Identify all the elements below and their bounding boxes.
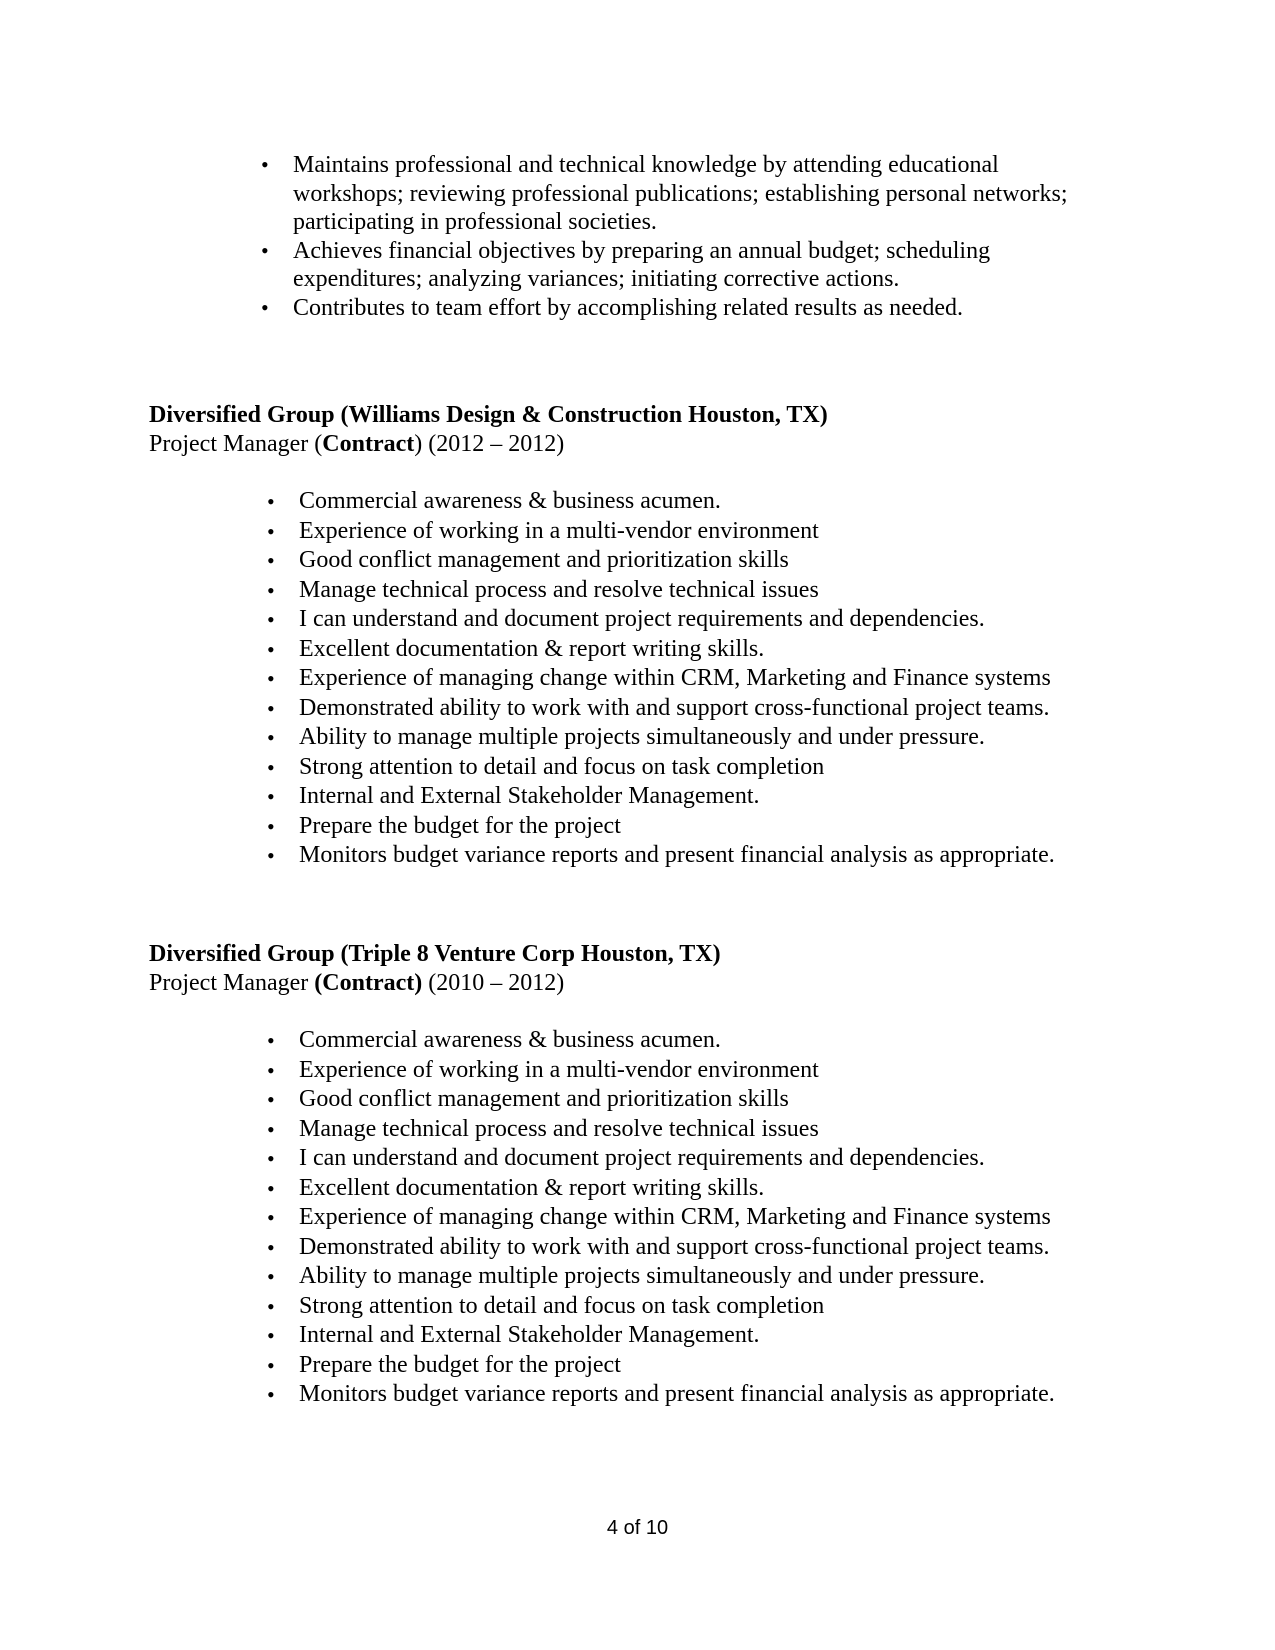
list-item-text: Demonstrated ability to work with and support cross-functional project teams. [299, 694, 1050, 721]
list-item-text: Experience of working in a multi-vendor environment [299, 1056, 819, 1083]
list-item [267, 576, 1119, 606]
bullet-icon: • [267, 548, 275, 573]
bullet-icon: • [267, 1264, 275, 1289]
list-item [267, 782, 1119, 812]
list-item-text: Monitors budget variance reports and present financial analysis as appropriate. [299, 842, 1055, 868]
bullet-icon: • [267, 1323, 275, 1348]
list-item-text: Excellent documentation & report writing skills. [299, 1174, 765, 1201]
job-title [149, 969, 1149, 998]
bullet-icon: • [267, 843, 275, 868]
bullet-icon: • [267, 1382, 275, 1407]
list-item [261, 237, 1113, 294]
list-item-text: Demonstrated ability to work with and support cross-functional project teams. [299, 1233, 1050, 1260]
job-title [149, 430, 1149, 459]
list-item-text: Commercial awareness & business acumen. [299, 1027, 721, 1053]
bullet-icon: • [267, 666, 275, 691]
list-item-text: Excellent documentation & report writing skills. [299, 635, 765, 662]
bullet-icon: • [267, 1205, 275, 1230]
list-item [267, 1144, 1119, 1174]
list-item [267, 1085, 1119, 1115]
bullet-icon: • [267, 1057, 275, 1083]
list-item-text: I can understand and document project requirements and dependencies. [299, 606, 985, 632]
list-item-text: Monitors budget variance reports and present financial analysis as appropriate. [299, 1381, 1055, 1407]
bullet-icon: • [267, 1028, 275, 1053]
bullet-icon: • [261, 152, 269, 177]
list-item [267, 1380, 1119, 1410]
job-header [149, 401, 1149, 459]
list-item [267, 812, 1119, 842]
list-item-text: Good conflict management and prioritization skills [299, 547, 789, 573]
list-item-text: Ability to manage multiple projects simultaneously and under pressure. [299, 724, 985, 750]
page-number: 4 of 10 [606, 1517, 669, 1539]
list-item [267, 1233, 1119, 1263]
list-item-text: Experience of managing change within CRM, Marketing and Finance systems [299, 665, 1051, 691]
bullet-icon: • [261, 294, 269, 320]
job-title-prefix: Project Manager ( [149, 431, 323, 457]
list-item [267, 664, 1119, 694]
list-item [267, 694, 1119, 724]
list-item-text: Good conflict management and prioritization skills [299, 1086, 789, 1112]
job-contract-type: Contract [322, 431, 415, 457]
list-item-text: I can understand and document project requirements and dependencies. [299, 1145, 985, 1171]
list-item-text: Experience of managing change within CRM, Marketing and Finance systems [299, 1204, 1051, 1230]
list-item-text: Prepare the budget for the project [299, 812, 621, 839]
bullet-icon: • [267, 813, 275, 839]
list-item [267, 753, 1119, 783]
list-item-text: Internal and External Stakeholder Management. [299, 1322, 760, 1348]
list-item [267, 517, 1119, 547]
responsibilities-list [261, 151, 1113, 322]
bullet-icon: • [267, 489, 275, 514]
bullet-icon: • [267, 784, 275, 809]
list-item [267, 1292, 1119, 1322]
list-item [267, 1115, 1119, 1145]
bullet-icon: • [267, 1293, 275, 1319]
list-item-text: Ability to manage multiple projects simultaneously and under pressure. [299, 1263, 985, 1289]
bullet-icon: • [261, 237, 269, 263]
list-item [267, 1262, 1119, 1292]
bullet-icon: • [267, 1116, 275, 1142]
bullet-icon: • [267, 607, 275, 632]
list-item-text: Manage technical process and resolve technical issues [299, 1115, 819, 1142]
list-item-text: Maintains professional and technical knowledge by attending educational workshops; reviewing professional publications; establishing personal networks; participating in professional societies. [293, 152, 1068, 235]
list-item [267, 723, 1119, 753]
job-skills-list [267, 1026, 1119, 1410]
bullet-icon: • [267, 1352, 275, 1378]
list-item [267, 1351, 1119, 1381]
job-header [149, 940, 1149, 998]
list-item [267, 1056, 1119, 1086]
bullet-icon: • [267, 1175, 275, 1201]
job-contract-type: (Contract) [314, 970, 423, 996]
list-item [267, 1203, 1119, 1233]
job-dates: (2010 – 2012) [422, 970, 565, 996]
bullet-icon: • [267, 636, 275, 662]
list-item-text: Achieves financial objectives by preparing an annual budget; scheduling expenditures; analyzing variances; initiating corrective actions. [293, 237, 991, 292]
list-item-text: Contributes to team effort by accomplishing related results as needed. [293, 294, 964, 321]
list-item [267, 841, 1119, 871]
job-company: Diversified Group (Williams Design & Construction Houston, TX) [149, 402, 828, 428]
list-item [267, 487, 1119, 517]
list-item [267, 635, 1119, 665]
bullet-icon: • [267, 754, 275, 780]
list-item-text: Commercial awareness & business acumen. [299, 488, 721, 514]
job-skills-list [267, 487, 1119, 871]
list-item-text: Manage technical process and resolve technical issues [299, 576, 819, 603]
bullet-icon: • [267, 1234, 275, 1260]
bullet-icon: • [267, 695, 275, 721]
job-company: Diversified Group (Triple 8 Venture Corp Houston, TX) [149, 941, 721, 967]
list-item [267, 605, 1119, 635]
list-item-text: Strong attention to detail and focus on task completion [299, 753, 825, 780]
list-item [267, 1174, 1119, 1204]
list-item-text: Prepare the budget for the project [299, 1351, 621, 1378]
list-item-text: Experience of working in a multi-vendor environment [299, 517, 819, 544]
list-item-text: Strong attention to detail and focus on task completion [299, 1292, 825, 1319]
list-item [267, 546, 1119, 576]
bullet-icon: • [267, 1146, 275, 1171]
list-item [267, 1026, 1119, 1056]
list-item [261, 151, 1113, 237]
list-item [267, 1321, 1119, 1351]
bullet-icon: • [267, 1087, 275, 1112]
bullet-icon: • [267, 518, 275, 544]
list-item [261, 294, 1113, 323]
bullet-icon: • [267, 725, 275, 750]
list-item-text: Internal and External Stakeholder Management. [299, 783, 760, 809]
bullet-icon: • [267, 577, 275, 603]
job-dates: ) (2012 – 2012) [414, 431, 565, 457]
job-title-prefix: Project Manager [149, 970, 315, 996]
